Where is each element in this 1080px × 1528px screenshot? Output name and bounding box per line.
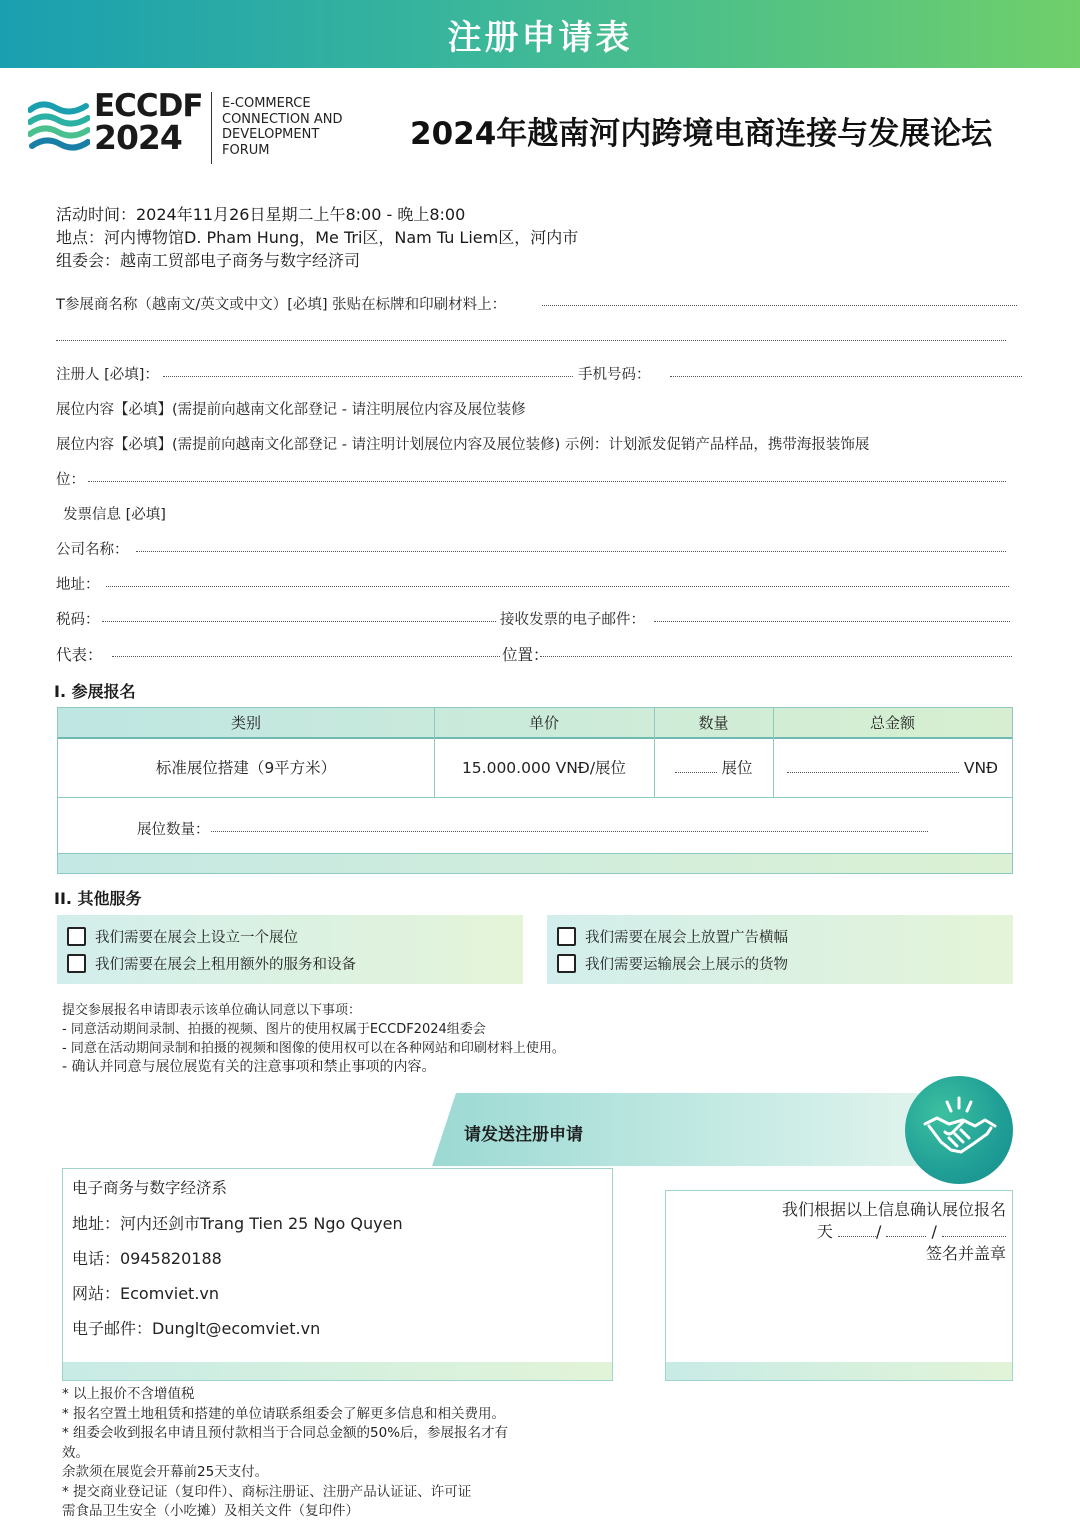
company-label: 公司名称： — [56, 542, 129, 558]
service-checkbox[interactable] — [557, 927, 576, 946]
contact-phone: 电话：0945820188 — [72, 1249, 222, 1268]
note-item: 余款须在展览会开幕前25天支付。 — [62, 1464, 269, 1480]
representative-field[interactable] — [112, 656, 500, 657]
exhibitor-name-field-2[interactable] — [56, 340, 1006, 341]
row-divider — [58, 797, 1012, 798]
logo-wordmark: ECCDF 2024 — [94, 88, 203, 157]
table-footer — [58, 853, 1012, 873]
phone-field[interactable] — [670, 376, 1022, 377]
booth-content-label: 位： — [56, 472, 85, 488]
date-line[interactable]: 天 / / — [817, 1219, 1006, 1242]
confirm-text: 我们根据以上信息确认展位报名 — [781, 1200, 1006, 1219]
terms-item: - 同意活动期间录制、拍摄的视频、图片的使用权属于ECCDF2024组委会 — [62, 1022, 486, 1037]
registrant-field[interactable] — [163, 376, 573, 377]
cell-category: 标准展位搭建（9平方米） — [155, 759, 337, 777]
tax-field[interactable] — [102, 621, 496, 622]
contact-address: 地址：河内还剑市Trang Tien 25 Ngo Quyen — [72, 1214, 403, 1233]
send-label: 请发送注册申请 — [464, 1125, 583, 1145]
position-field[interactable] — [540, 656, 1012, 657]
booth-qty-field[interactable] — [211, 831, 928, 832]
quantity-field[interactable] — [675, 761, 717, 773]
terms-item: 提交参展报名申请即表示该单位确认同意以下事项： — [62, 1003, 362, 1018]
form-title: 注册申请表 — [447, 17, 633, 58]
wave-logo-icon — [28, 96, 90, 156]
section-services-title: II. 其他服务 — [54, 889, 142, 908]
col-category: 类别 — [230, 714, 261, 732]
section-registration-title: I. 参展报名 — [54, 682, 136, 701]
address-field[interactable] — [106, 586, 1009, 587]
event-info — [56, 203, 578, 272]
booth-content-field[interactable] — [88, 481, 1006, 482]
phone-label: 手机号码： — [578, 367, 651, 383]
invoice-title: 发票信息 [必填] — [63, 507, 166, 523]
confirm-box-footer — [666, 1362, 1012, 1380]
logo-subtitle: E-COMMERCE CONNECTION AND DEVELOPMENT FORUM — [222, 96, 343, 158]
service-option[interactable]: 我们需要在展会上放置广告横幅 — [557, 926, 788, 947]
note-item: 效。 — [62, 1444, 89, 1461]
contact-email[interactable]: 电子邮件：Dunglt@ecomviet.vn — [72, 1319, 321, 1338]
company-field[interactable] — [136, 551, 1006, 552]
address-label: 地址： — [56, 577, 100, 593]
sign-label: 签名并盖章 — [925, 1244, 1006, 1263]
total-unit: VNĐ — [963, 759, 999, 777]
booth-content-note-1: 展位内容【必填】(需提前向越南文化部登记 - 请注明展位内容及展位装修 — [56, 402, 526, 418]
representative-label: 代表： — [56, 646, 103, 664]
service-checkbox[interactable] — [557, 954, 576, 973]
service-option[interactable]: 我们需要在展会上设立一个展位 — [67, 926, 298, 947]
service-checkbox[interactable] — [67, 954, 86, 973]
col-price: 单价 — [528, 714, 559, 732]
note-item: * 提交商业登记证（复印件）、商标注册证、注册产品认证证、许可证 — [62, 1483, 472, 1500]
month-field[interactable] — [886, 1225, 926, 1237]
note-item: * 以上报价不含增值税 — [62, 1386, 195, 1402]
contact-box-footer — [63, 1362, 612, 1380]
event-place: 地点：河内博物馆D. Pham Hung，Me Tri区，Nam Tu Liem区，河内市 — [56, 228, 579, 247]
event-time: 活动时间：2024年11月26日星期二上午8:00 - 晚上8:00 — [56, 205, 466, 224]
logo-divider — [211, 92, 212, 164]
forum-title: 2024年越南河内跨境电商连接与发展论坛 — [410, 116, 993, 152]
notes-list — [62, 1385, 508, 1522]
invoice-email-label: 接收发票的电子邮件： — [500, 612, 645, 628]
service-option[interactable]: 我们需要运输展会上展示的货物 — [557, 953, 788, 974]
handshake-badge — [905, 1076, 1013, 1184]
registrant-label: 注册人 [必填]： — [56, 367, 159, 383]
registration-table — [57, 707, 1013, 874]
day-label: 天 — [816, 1222, 833, 1241]
note-item: 需食品卫生安全（小吃摊）及相关文件（复印件） — [62, 1503, 359, 1519]
col-total: 总金额 — [869, 714, 915, 732]
handshake-icon — [919, 1094, 999, 1164]
terms-list — [62, 1001, 565, 1077]
exhibitor-name-field[interactable] — [542, 305, 1017, 306]
invoice-email-field[interactable] — [654, 621, 1010, 622]
booth-qty-label: 展位数量： — [137, 822, 210, 838]
quantity-unit: 展位 — [721, 759, 753, 777]
service-option[interactable]: 我们需要在展会上租用额外的服务和设备 — [67, 953, 356, 974]
eccdf-logo — [28, 90, 358, 166]
services-left-panel — [57, 915, 523, 984]
exhibitor-name-label: T参展商名称（越南文/英文或中文）[必填] 张贴在标牌和印刷材料上： — [56, 297, 507, 313]
col-quantity: 数量 — [698, 714, 729, 732]
total-field[interactable] — [787, 761, 959, 773]
service-checkbox[interactable] — [67, 927, 86, 946]
cell-total[interactable] — [773, 739, 1012, 797]
confirmation-box — [665, 1190, 1013, 1381]
cell-quantity[interactable] — [654, 739, 773, 797]
day-field[interactable] — [838, 1225, 876, 1237]
note-item: * 报名空置土地租赁和搭建的单位请联系组委会了解更多信息和相关费用。 — [62, 1405, 506, 1422]
booth-content-note-2: 展位内容【必填】(需提前向越南文化部登记 - 请注明计划展位内容及展位装修) 示例：计划派发促销产品样品，携带海报装饰展 — [56, 437, 870, 453]
header-banner — [0, 0, 1080, 68]
terms-item: - 确认并同意与展位展览有关的注意事项和禁止事项的内容。 — [62, 1059, 436, 1075]
year-field[interactable] — [942, 1225, 1006, 1237]
note-item: * 组委会收到报名申请且预付款相当于合同总金额的50%后，参展报名才有 — [62, 1425, 509, 1441]
contact-dept: 电子商务与数字经济系 — [72, 1179, 228, 1197]
tax-label: 税码： — [56, 612, 100, 628]
position-label: 位置： — [502, 646, 549, 664]
contact-website[interactable]: 网站：Ecomviet.vn — [72, 1284, 220, 1303]
cell-price: 15.000.000 VNĐ/展位 — [461, 759, 627, 777]
terms-item: - 同意在活动期间录制和拍摄的视频和图像的使用权可以在各种网站和印刷材料上使用。 — [62, 1041, 565, 1056]
contact-box — [62, 1168, 613, 1381]
services-right-panel — [547, 915, 1013, 984]
event-organizer: 组委会：越南工贸部电子商务与数字经济司 — [56, 251, 361, 270]
